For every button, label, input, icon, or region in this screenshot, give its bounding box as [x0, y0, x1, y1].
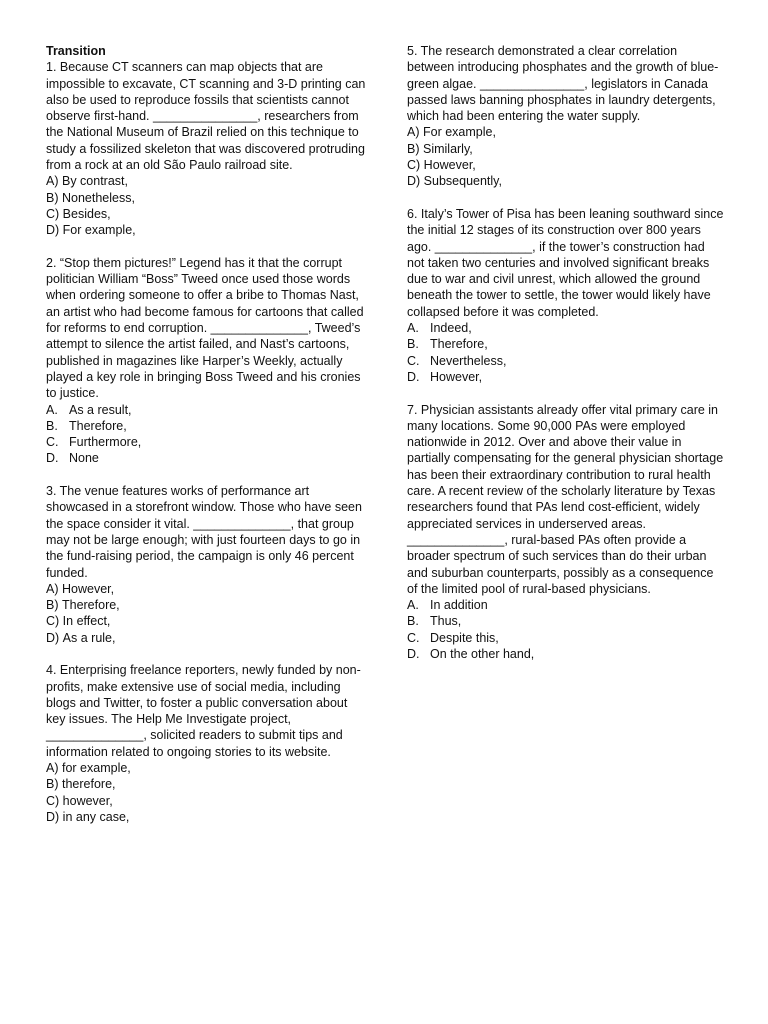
question-4 [46, 662, 366, 825]
question-stem: 1. Because CT scanners can map objects that are impossible to excavate, CT scanning and 3-D printing can also be used to reproduce fossils that scientists cannot observe first-hand. _______________, researchers from the National Museum of Brazil relied on this technique to study a fossilized skeleton that was discovered protruding from a rock at an old São Paulo railroad site. [46, 60, 366, 173]
option-letter: B) [46, 777, 62, 792]
option-text: However, [61, 581, 115, 596]
option-text: Despite this, [430, 630, 499, 645]
option-letter: A) [46, 581, 62, 596]
option-letter: D) [46, 630, 63, 645]
question-stem: 7. Physician assistants already offer vital primary care in many locations. Some 90,000 PAs were employed nationwide in 2012. Over and above their value in partially compensating for the general physician shortage has been their extraordinary contribution to rural health care. A recent review of the scholarly literature by Texas researchers found that PAs lend cost-efficient, widely appreciated services in underserved areas. ______________, rural-based PAs often provide a broader spectrum of such services than do their urban and suburban counterparts, possibly as a consequence of the limited pool of rural-based physicians. [407, 402, 724, 596]
option-text: Subsequently, [423, 174, 502, 189]
answer-options [407, 320, 725, 385]
option-letter: D) [46, 223, 63, 238]
option-letter: C) [407, 158, 424, 173]
option-letter: A. [407, 598, 419, 613]
answer-option-a [407, 124, 725, 140]
option-text: Nevertheless, [430, 353, 507, 368]
answer-option-d [46, 809, 366, 825]
answer-option-a [407, 320, 725, 336]
option-letter: C) [46, 206, 63, 221]
answer-options [407, 124, 725, 189]
answer-option-c [407, 353, 725, 369]
question-6 [407, 206, 725, 385]
answer-option-d [407, 646, 725, 662]
option-letter: C) [46, 614, 63, 629]
option-text: however, [62, 793, 113, 808]
question-stem: 4. Enterprising freelance reporters, newly funded by non-profits, make extensive use of social media, including blogs and Twitter, to foster a public conversation about key issues. The Help Me Investigate project, ______________, solicited readers to submit tips and information related to ongoing stories to its website. [46, 663, 361, 759]
option-text: As a result, [69, 402, 132, 417]
option-text: Similarly, [422, 141, 473, 156]
option-text: In effect, [62, 614, 111, 629]
option-text: None [69, 451, 99, 466]
question-stem: 2. “Stop them pictures!” Legend has it that the corrupt politician William “Boss” Tweed once used those words when ordering someone to offer a bribe to Thomas Nast, an artist who had become famous for cartoons that called for reforms to end corruption. ______________, Tweed’s attempt to silence the artist failed, and Nast’s cartoons, published in magazines like Harper’s Weekly, actually played a key role in bringing Boss Tweed and his cronies to justice. [46, 255, 364, 401]
answer-option-b [46, 418, 366, 434]
answer-option-a [46, 581, 366, 597]
option-text: However, [423, 158, 476, 173]
option-text: for example, [61, 761, 131, 776]
option-text: Besides, [62, 206, 111, 221]
option-text: As a rule, [62, 630, 116, 645]
answer-option-c [46, 206, 366, 222]
question-stem: 6. Italy’s Tower of Pisa has been leaning southward since the initial 12 stages of its construction over 800 years ago. ______________, if the tower’s construction had not taken two centuries and involved significant breaks due to war and civil unrest, which allowed the ground beneath the tower to settle, the tower would likely have collapsed before it was completed. [407, 206, 724, 319]
option-letter: D. [407, 646, 420, 661]
answer-option-b [46, 190, 366, 206]
answer-option-c [46, 434, 366, 450]
answer-options [46, 173, 366, 238]
answer-option-a [407, 597, 725, 613]
question-2 [46, 255, 366, 467]
option-letter: B. [407, 337, 419, 352]
option-text: Therefore, [61, 598, 120, 613]
answer-option-d [407, 173, 725, 189]
answer-option-a [46, 173, 366, 189]
option-text: Therefore, [69, 418, 127, 433]
answer-option-d [46, 450, 366, 466]
right-column [407, 43, 725, 679]
option-letter: C. [407, 630, 420, 645]
answer-option-c [46, 613, 366, 629]
answer-option-b [46, 597, 366, 613]
option-text: Nonetheless, [61, 190, 135, 205]
option-letter: C) [46, 793, 63, 808]
option-letter: A. [407, 321, 419, 336]
option-letter: B) [46, 598, 62, 613]
option-letter: B. [407, 614, 419, 629]
option-text: in any case, [62, 809, 130, 824]
option-letter: B) [407, 141, 423, 156]
option-letter: D. [46, 451, 59, 466]
answer-options [46, 402, 366, 467]
option-text: However, [430, 369, 483, 384]
question-stem: 3. The venue features works of performance art showcased in a storefront window. Those who have seen the space consider it vital. ______________, that group may not be large enough; with just fourteen days to go in the fund-raising period, the campaign is only 46 percent funded. [46, 484, 362, 580]
option-text: Therefore, [430, 337, 488, 352]
option-letter: C. [46, 435, 59, 450]
option-text: therefore, [61, 777, 116, 792]
question-5 [407, 43, 725, 190]
answer-options [407, 597, 725, 662]
option-text: For example, [62, 223, 136, 238]
option-letter: A) [407, 125, 423, 140]
answer-option-b [407, 336, 725, 352]
question-stem: 5. The research demonstrated a clear correlation between introducing phosphates and the growth of blue-green algae. _______________, legislators in Canada passed laws banning phosphates in laundry detergents, which had been entering the water supply. [407, 44, 719, 124]
option-letter: D) [407, 174, 424, 189]
answer-option-b [407, 141, 725, 157]
answer-option-c [407, 630, 725, 646]
option-text: For example, [422, 125, 496, 140]
answer-option-c [46, 793, 366, 809]
document-title: Transition [46, 44, 106, 58]
option-text: In addition [430, 598, 488, 613]
answer-option-d [46, 222, 366, 238]
option-letter: B) [46, 190, 62, 205]
option-letter: D. [407, 369, 420, 384]
question-3 [46, 483, 366, 646]
answer-option-a [46, 760, 366, 776]
question-1 [46, 59, 366, 238]
answer-option-d [407, 369, 725, 385]
option-text: Indeed, [430, 321, 472, 336]
option-letter: A) [46, 761, 62, 776]
option-letter: C. [407, 353, 420, 368]
answer-options [46, 581, 366, 646]
answer-option-b [407, 613, 725, 629]
left-column [46, 43, 366, 842]
answer-option-b [46, 776, 366, 792]
option-text: Furthermore, [69, 435, 142, 450]
option-text: By contrast, [61, 174, 128, 189]
option-letter: B. [46, 418, 58, 433]
answer-option-d [46, 630, 366, 646]
option-letter: D) [46, 809, 63, 824]
answer-option-c [407, 157, 725, 173]
option-text: Thus, [430, 614, 462, 629]
answer-option-a [46, 402, 366, 418]
option-letter: A. [46, 402, 58, 417]
option-letter: A) [46, 174, 62, 189]
option-text: On the other hand, [430, 646, 535, 661]
answer-options [46, 760, 366, 825]
question-7 [407, 402, 725, 663]
